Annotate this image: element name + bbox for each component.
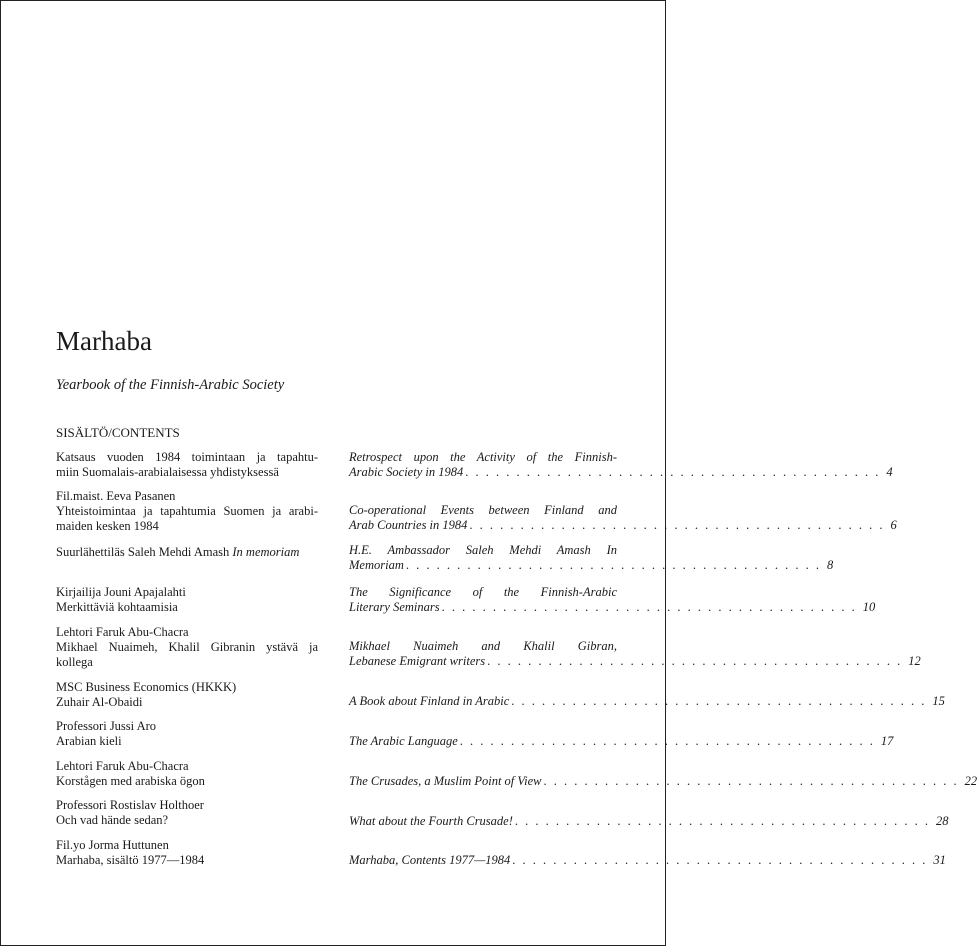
toc-line: maiden kesken 1984	[56, 519, 159, 533]
toc-last-line	[349, 694, 945, 709]
toc-line: Co-operational Events between Finland and	[349, 503, 617, 517]
toc-line: kollega	[56, 655, 93, 669]
toc-line: A Book about Finland in Arabic	[349, 694, 510, 708]
toc-entry-2-finnish	[56, 489, 318, 534]
toc-entry-6-finnish	[56, 680, 318, 710]
toc-line: Fil.maist. Eeva Pasanen	[56, 489, 176, 503]
dot-leader: . . . . . . . . . . . . . . . . . . . . . . . . . . . . . . . . . . . . . . . . .	[405, 558, 821, 572]
dot-leader: . . . . . . . . . . . . . . . . . . . . . . . . . . . . . . . . . . . . . . . . .	[469, 518, 885, 532]
toc-line: What about the Fourth Crusade!	[349, 814, 513, 828]
dot-leader: . . . . . . . . . . . . . . . . . . . . . . . . . . . . . . . . . . . . . . . . .	[511, 694, 927, 708]
toc-entry-2-english[interactable]	[349, 503, 897, 533]
toc-entry-7-english[interactable]	[349, 734, 894, 749]
toc-entry-8-english[interactable]	[349, 774, 977, 789]
toc-entry-6-english[interactable]	[349, 694, 945, 709]
dot-leader: . . . . . . . . . . . . . . . . . . . . . . . . . . . . . . . . . . . . . . . . .	[441, 600, 857, 614]
toc-entry-7-finnish	[56, 719, 318, 749]
toc-line: MSC Business Economics (HKKK)	[56, 680, 237, 694]
dot-leader: . . . . . . . . . . . . . . . . . . . . . . . . . . . . . . . . . . . . . . . . .	[459, 734, 875, 748]
toc-line: Katsaus vuoden 1984 toimintaan ja tapahtu-	[56, 450, 318, 464]
toc-line: Yhteistoimintaa ja tapahtumia Suomen ja arabi-	[56, 504, 318, 518]
page-number: 8	[826, 558, 834, 572]
toc-line: Marhaba, sisältö 1977—1984	[56, 853, 205, 867]
toc-entry-1-finnish	[56, 450, 318, 480]
dot-leader: . . . . . . . . . . . . . . . . . . . . . . . . . . . . . . . . . . . . . . . . .	[512, 853, 928, 867]
in-memoriam-text: In memoriam	[232, 545, 300, 559]
toc-last-line	[349, 814, 949, 829]
toc-entry-4-finnish	[56, 585, 318, 615]
toc-entry-3-english[interactable]	[349, 543, 834, 573]
toc-line: Merkittäviä kohtaamisia	[56, 600, 178, 614]
toc-last-line	[349, 600, 876, 615]
toc-entry-10-finnish	[56, 838, 318, 868]
page-number: 17	[880, 734, 894, 748]
toc-line: Literary Seminars	[349, 600, 440, 614]
subtitle: Yearbook of the Finnish-Arabic Society	[56, 377, 285, 393]
dot-leader: . . . . . . . . . . . . . . . . . . . . . . . . . . . . . . . . . . . . . . . . .	[543, 774, 959, 788]
toc-entry-3-finnish	[56, 545, 318, 560]
toc-line: Kirjailija Jouni Apajalahti	[56, 585, 186, 599]
toc-text: Suurlähettiläs Saleh Mehdi Amash	[56, 545, 230, 559]
toc-last-line	[349, 518, 897, 533]
toc-last-line	[349, 774, 977, 789]
toc-entry-9-english[interactable]	[349, 814, 949, 829]
toc-entry-1-english[interactable]	[349, 450, 893, 480]
toc-line: Arabian kieli	[56, 734, 122, 748]
toc-line: Lehtori Faruk Abu-Chacra	[56, 625, 189, 639]
toc-line: Och vad hände sedan?	[56, 813, 169, 827]
toc-line: Mikhael Nuaimeh, Khalil Gibranin ystävä ja	[56, 640, 318, 654]
toc-last-line	[349, 465, 893, 480]
page-number: 12	[908, 654, 921, 668]
page-title: Marhaba	[56, 326, 152, 356]
toc-line: Lebanese Emigrant writers	[349, 654, 486, 668]
toc-line: Memoriam	[349, 558, 404, 572]
toc-line: The Arabic Language	[349, 734, 458, 748]
toc-line: Korstågen med arabiska ögon	[56, 774, 205, 788]
toc-entry-10-english[interactable]	[349, 853, 946, 868]
toc-line	[56, 545, 318, 560]
toc-entry-9-finnish	[56, 798, 318, 828]
toc-line: Mikhael Nuaimeh and Khalil Gibran,	[349, 639, 617, 653]
toc-last-line	[349, 654, 921, 669]
toc-line: Retrospect upon the Activity of the Finnish-	[349, 450, 617, 464]
dot-leader: . . . . . . . . . . . . . . . . . . . . . . . . . . . . . . . . . . . . . . . . .	[465, 465, 881, 479]
page-number: 28	[936, 814, 949, 828]
toc-line: Arabic Society in 1984	[349, 465, 464, 479]
toc-entry-4-english[interactable]	[349, 585, 876, 615]
page-number: 22	[964, 774, 977, 788]
toc-line: Marhaba, Contents 1977—1984	[349, 853, 511, 867]
toc-last-line	[349, 734, 894, 749]
page-number: 4	[886, 465, 893, 479]
page-number: 15	[932, 694, 945, 708]
toc-line: Zuhair Al-Obaidi	[56, 695, 143, 709]
toc-entry-5-finnish	[56, 625, 318, 670]
contents-heading: SISÄLTÖ/CONTENTS	[56, 425, 180, 440]
toc-entry-8-finnish	[56, 759, 318, 789]
toc-line: Arab Countries in 1984	[349, 518, 468, 532]
dot-leader: . . . . . . . . . . . . . . . . . . . . . . . . . . . . . . . . . . . . . . . . .	[514, 814, 931, 828]
toc-line: Lehtori Faruk Abu-Chacra	[56, 759, 189, 773]
toc-line: The Crusades, a Muslim Point of View	[349, 774, 542, 788]
toc-line: miin Suomalais-arabialaisessa yhdistyksessä	[56, 465, 279, 479]
toc-line: Fil.yo Jorma Huttunen	[56, 838, 169, 852]
page-number: 10	[862, 600, 876, 614]
page-number: 31	[933, 853, 946, 867]
toc-entry-5-english[interactable]	[349, 639, 921, 669]
toc-line: The Significance of the Finnish-Arabic	[349, 585, 617, 599]
toc-line: Professori Jussi Aro	[56, 719, 157, 733]
toc-line: Professori Rostislav Holthoer	[56, 798, 204, 812]
toc-last-line	[349, 853, 946, 868]
toc-line: H.E. Ambassador Saleh Mehdi Amash In	[349, 543, 617, 557]
page-number: 6	[890, 518, 897, 532]
toc-last-line	[349, 558, 834, 573]
dot-leader: . . . . . . . . . . . . . . . . . . . . . . . . . . . . . . . . . . . . . . . . .	[487, 654, 903, 668]
